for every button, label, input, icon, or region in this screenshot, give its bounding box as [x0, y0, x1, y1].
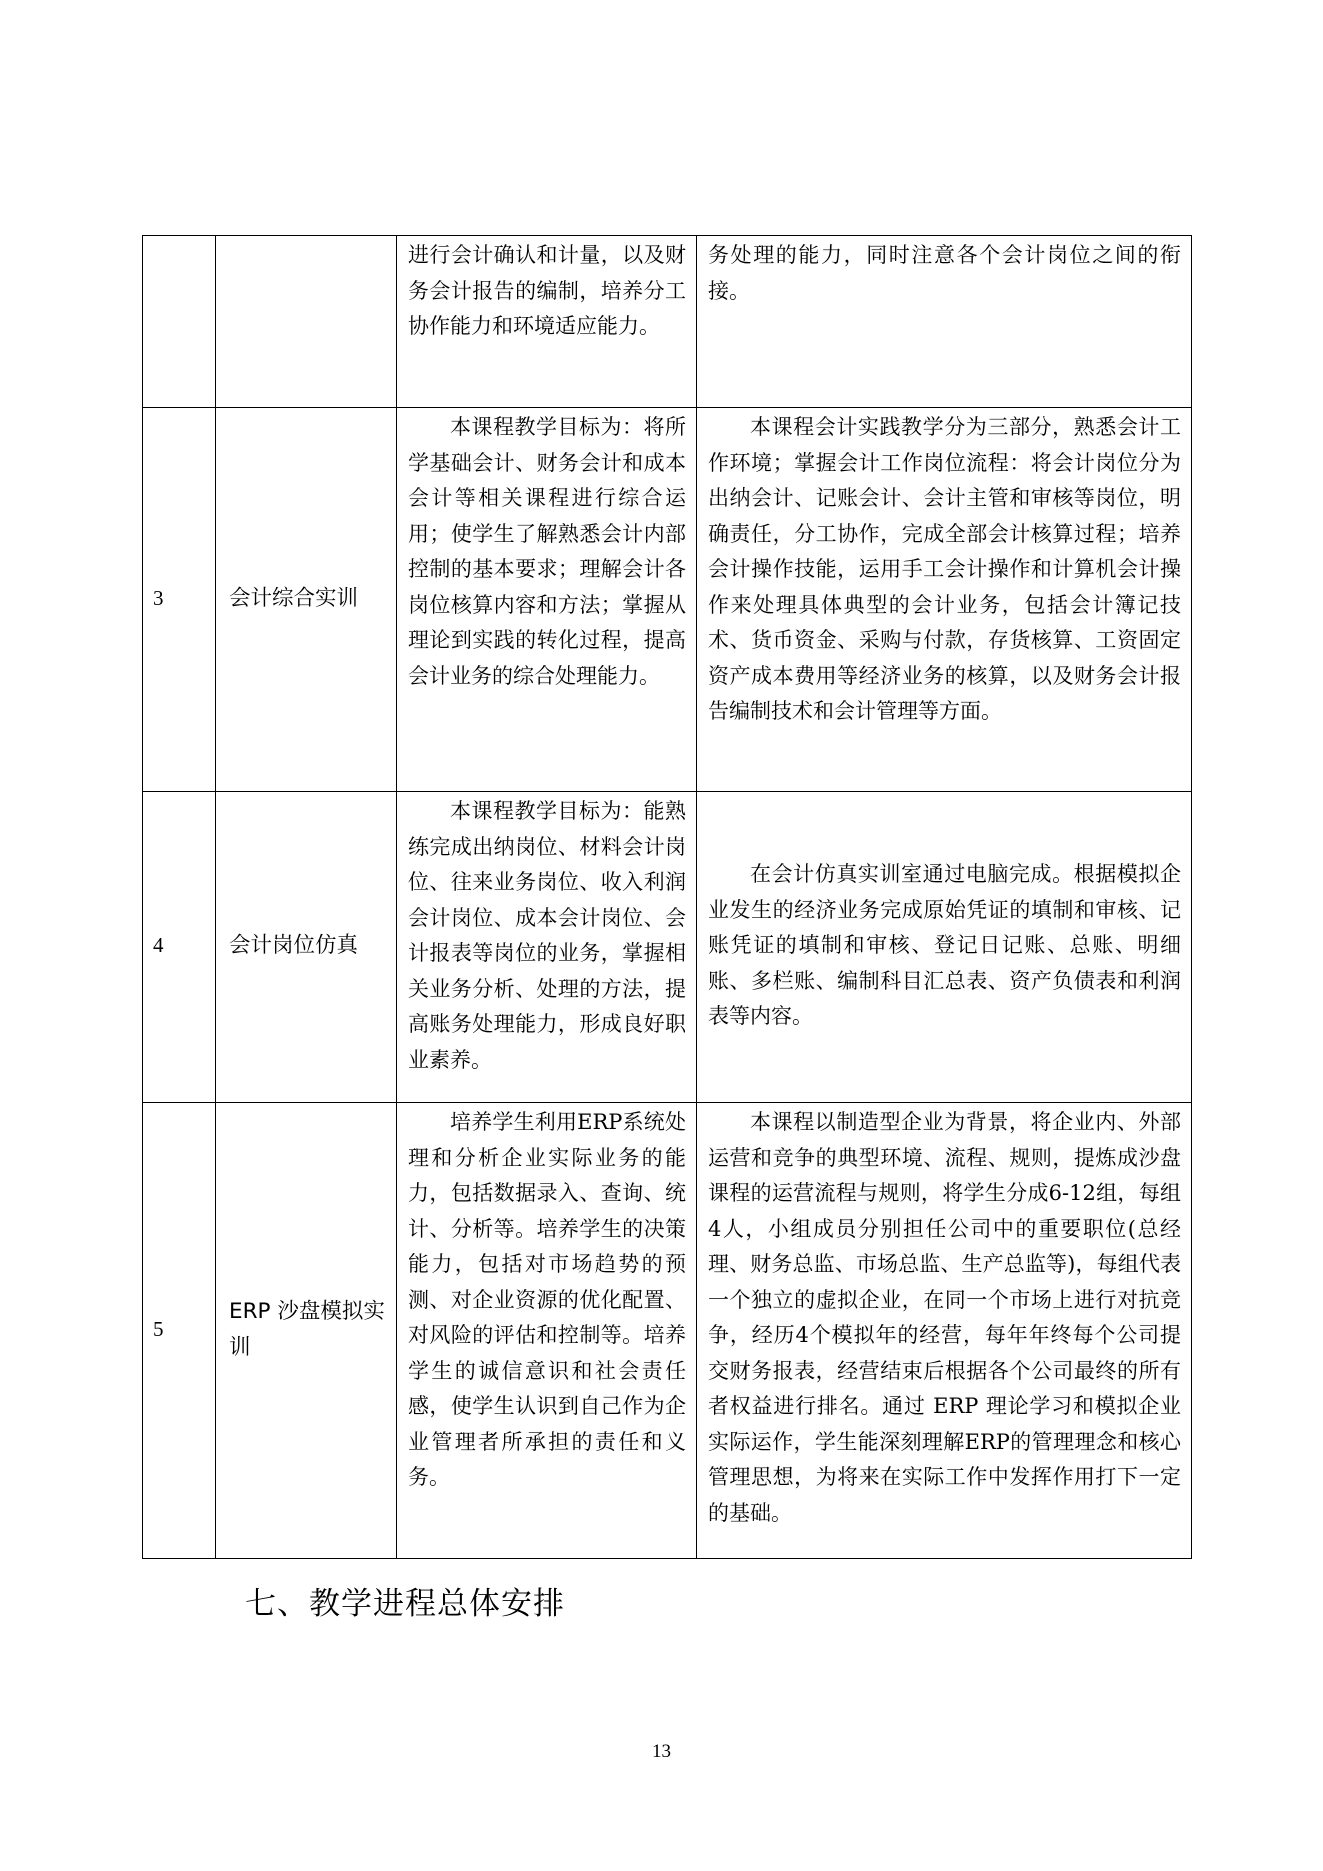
table-row — [143, 1103, 1192, 1559]
table-row — [143, 236, 1192, 408]
row-number: 4 — [143, 792, 216, 1103]
course-goal — [397, 1103, 697, 1559]
row-number — [143, 236, 216, 408]
course-content — [697, 792, 1192, 1103]
course-content — [697, 408, 1192, 792]
course-goal — [397, 792, 697, 1103]
course-table — [142, 235, 1192, 1559]
content-text: 本课程会计实践教学分为三部分，熟悉会计工作环境；掌握会计工作岗位流程：将会计岗位分为出纳会计、记账会计、会计主管和审核等岗位，明确责任，分工协作，完成全部会计核算过程；培养会计操作技能，运用手工会计操作和计算机会计操作来处理具体典型的会计业务，包括会计簿记技术、货币资金、采购与付款，存货核算、工资固定资产成本费用等经济业务的核算，以及财务会计报告编制技术和会计管理等方面。 — [708, 415, 1181, 723]
section-heading: 七、教学进程总体安排 — [245, 1586, 565, 1622]
page-number: 13 — [652, 1741, 671, 1762]
content-text: 本课程以制造型企业为背景，将企业内、外部运营和竞争的典型环境、流程、规则，提炼成沙盘课程的运营流程与规则，将学生分成6-12组，每组4人，小组成员分别担任公司中的重要职位(总经理、财务总监、市场总监、生产总监等)，每组代表一个独立的虚拟企业，在同一个市场上进行对抗竞争，经历4个模拟年的经营，每年年终每个公司提交财务报表，经营结束后根据各个公司最终的所有者权益进行排名。通过 ERP 理论学习和模拟企业实际运作，学生能深刻理解ERP的管理理念和核心管理思想，为将来在实际工作中发挥作用打下一定的基础。 — [708, 1110, 1181, 1525]
course-goal — [397, 236, 697, 408]
course-content — [697, 236, 1192, 408]
content-text: 在会计仿真实训室通过电脑完成。根据模拟企业发生的经济业务完成原始凭证的填制和审核、记账凭证的填制和审核、登记日记账、总账、明细账、多栏账、编制科目汇总表、资产负债表和利润表等内容。 — [708, 862, 1181, 1029]
course-name: 会计综合实训 — [216, 408, 397, 792]
table-row — [143, 408, 1192, 792]
course-name: 会计岗位仿真 — [216, 792, 397, 1103]
goal-text: 培养学生利用ERP系统处理和分析企业实际业务的能力，包括数据录入、查询、统计、分析等。培养学生的决策能力，包括对市场趋势的预测、对企业资源的优化配置、对风险的评估和控制等。培养学生的诚信意识和社会责任感，使学生认识到自己作为企业管理者所承担的责任和义务。 — [408, 1110, 686, 1489]
row-number: 5 — [143, 1103, 216, 1559]
goal-text: 本课程教学目标为：能熟练完成出纳岗位、材料会计岗位、往来业务岗位、收入利润会计岗位、成本会计岗位、会计报表等岗位的业务，掌握相关业务分析、处理的方法，提高账务处理能力，形成良好职业素养。 — [408, 799, 686, 1072]
goal-text: 进行会计确认和计量，以及财务会计报告的编制，培养分工协作能力和环境适应能力。 — [408, 243, 686, 338]
content-text: 务处理的能力，同时注意各个会计岗位之间的衔接。 — [708, 243, 1181, 303]
course-name: ERP 沙盘模拟实训 — [216, 1103, 397, 1559]
goal-text: 本课程教学目标为：将所学基础会计、财务会计和成本会计等相关课程进行综合运用；使学生了解熟悉会计内部控制的基本要求；理解会计各岗位核算内容和方法；掌握从理论到实践的转化过程，提高会计业务的综合处理能力。 — [408, 415, 686, 688]
course-goal — [397, 408, 697, 792]
row-number: 3 — [143, 408, 216, 792]
table-row — [143, 792, 1192, 1103]
course-name — [216, 236, 397, 408]
course-content — [697, 1103, 1192, 1559]
